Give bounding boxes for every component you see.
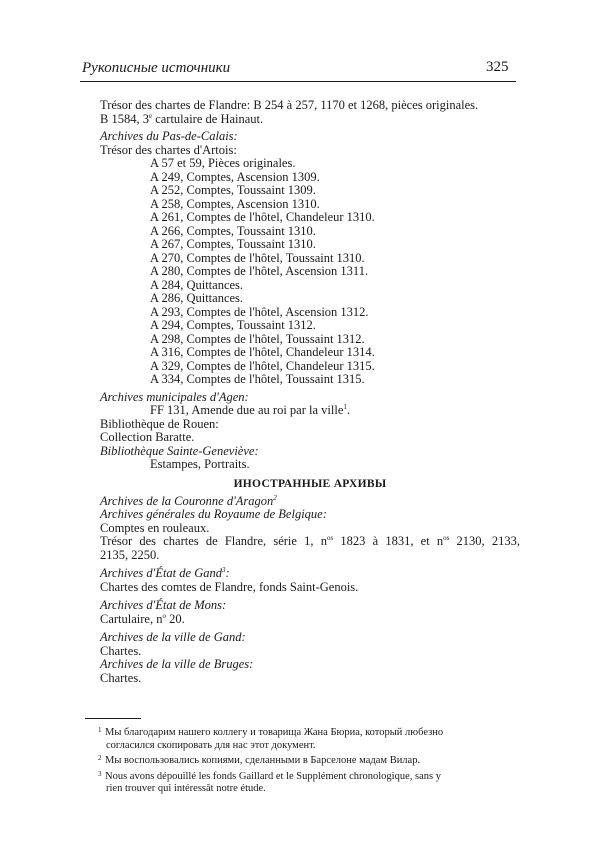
- ville-gand-heading: Archives de la ville de Gand:: [100, 630, 246, 644]
- footnote-2: 2 Мы воспользовались копиями, сделанными в Барселоне мадам Вилар.: [98, 754, 421, 766]
- header-rule: [80, 81, 516, 82]
- artois-item: A 252, Comptes, Toussaint 1309.: [150, 183, 316, 197]
- artois-item: A 286, Quittances.: [150, 291, 244, 305]
- page-body: [100, 99, 520, 685]
- mons-line: Cartulaire, $n^o$ 20.: [100, 611, 185, 626]
- intro-line-2: B 1584, 3e cartulaire de Hainaut.: [100, 111, 264, 126]
- artois-item: A 293, Comptes de l'hôtel, Ascension 1312.: [150, 304, 369, 319]
- ville-bruges-heading: Archives de la ville de Bruges:: [100, 657, 254, 671]
- mons-heading: Archives d'État de Mons:: [100, 598, 227, 612]
- artois-item: A 249, Comptes, Ascension 1309.: [150, 169, 320, 184]
- intro-line-1: Trésor des chartes de Flandre: B 254 à 257, 1170 et 1268, pièces originales.: [100, 98, 479, 112]
- artois-item: A 329, Comptes de l'hôtel, Chandeleur 1315.: [150, 358, 375, 373]
- page-number: 325: [486, 59, 509, 75]
- ville-bruges-line: Chartes.: [100, 670, 142, 685]
- footnote-3: 3 Nous avons dépouillé les fonds Gaillard et le Supplément chronologique, sans y rien trouver qui intéressât notre étude.: [98, 769, 441, 794]
- belgique-line-3: 2135, 2250.: [100, 547, 160, 562]
- footnotes: [98, 724, 518, 796]
- artois-item: A 258, Comptes, Ascension 1310.: [150, 196, 320, 211]
- running-title: Рукописные источники: [82, 60, 231, 76]
- ville-gand-line: Chartes.: [100, 643, 142, 658]
- artois-item: A 267, Comptes, Toussaint 1310.: [150, 237, 316, 251]
- artois-item-list: [100, 157, 520, 387]
- footnote-rule: [85, 718, 141, 719]
- artois-item: A 298, Comptes de l'hôtel, Toussaint 1312.: [150, 331, 365, 346]
- artois-item: A 270, Comptes de l'hôtel, Toussaint 1310.: [150, 250, 365, 265]
- artois-item: A 266, Comptes, Toussaint 1310.: [150, 223, 316, 238]
- agen-item: FF 131, Amende due au roi par la ville$^1$.: [150, 403, 350, 417]
- artois-item: A 334, Comptes de l'hôtel, Toussaint 1315.: [150, 372, 365, 386]
- belgique-line-2: Trésor des chartes de Flandre, série 1, $n^{os}$ 1823 à 1831, et $n^{os}$ 2130, 2133,: [100, 534, 521, 548]
- aragon-heading: Archives de la Couronne d'Aragon$^2$: [100, 493, 277, 508]
- artois-item: A 280, Comptes de l'hôtel, Ascension 1311.: [150, 264, 369, 278]
- genevieve-item: Estampes, Portraits.: [150, 457, 250, 471]
- footnote-1: 1 Мы благодарим нашего коллегу и товарища Жана Бюриа, который любезно согласился скопировать для нас этот документ.: [98, 726, 444, 751]
- gand-line: Chartes des comtes de Flandre, fonds Saint-Genois.: [100, 579, 359, 594]
- artois-item: A 57 et 59, Pièces originales.: [150, 156, 296, 170]
- gand-heading: Archives d'État de Gand$^3$:: [100, 566, 230, 580]
- artois-subheading: Trésor des chartes d'Artois:: [100, 142, 237, 157]
- belgique-line-1: Comptes en rouleaux.: [100, 520, 210, 535]
- artois-item: A 261, Comptes de l'hôtel, Chandeleur 1310.: [150, 210, 375, 224]
- artois-item: A 316, Comptes de l'hôtel, Chandeleur 1314.: [150, 345, 375, 359]
- artois-item: A 284, Quittances.: [150, 277, 244, 292]
- foreign-archives-heading: ИНОСТРАННЫЕ АРХИВЫ: [233, 477, 387, 490]
- belgique-heading: Archives générales du Royaume de Belgique:: [100, 507, 327, 521]
- agen-heading: Archives municipales d'Agen:: [100, 389, 249, 404]
- genevieve-heading: Bibliothèque Sainte-Geneviève:: [100, 443, 259, 458]
- rouen-line: Bibliothèque de Rouen:: [100, 416, 219, 431]
- artois-item: A 294, Comptes, Toussaint 1312.: [150, 318, 316, 332]
- pas-de-calais-heading: Archives du Pas-de-Calais:: [100, 129, 238, 143]
- rouen-collection: Collection Baratte.: [100, 430, 195, 444]
